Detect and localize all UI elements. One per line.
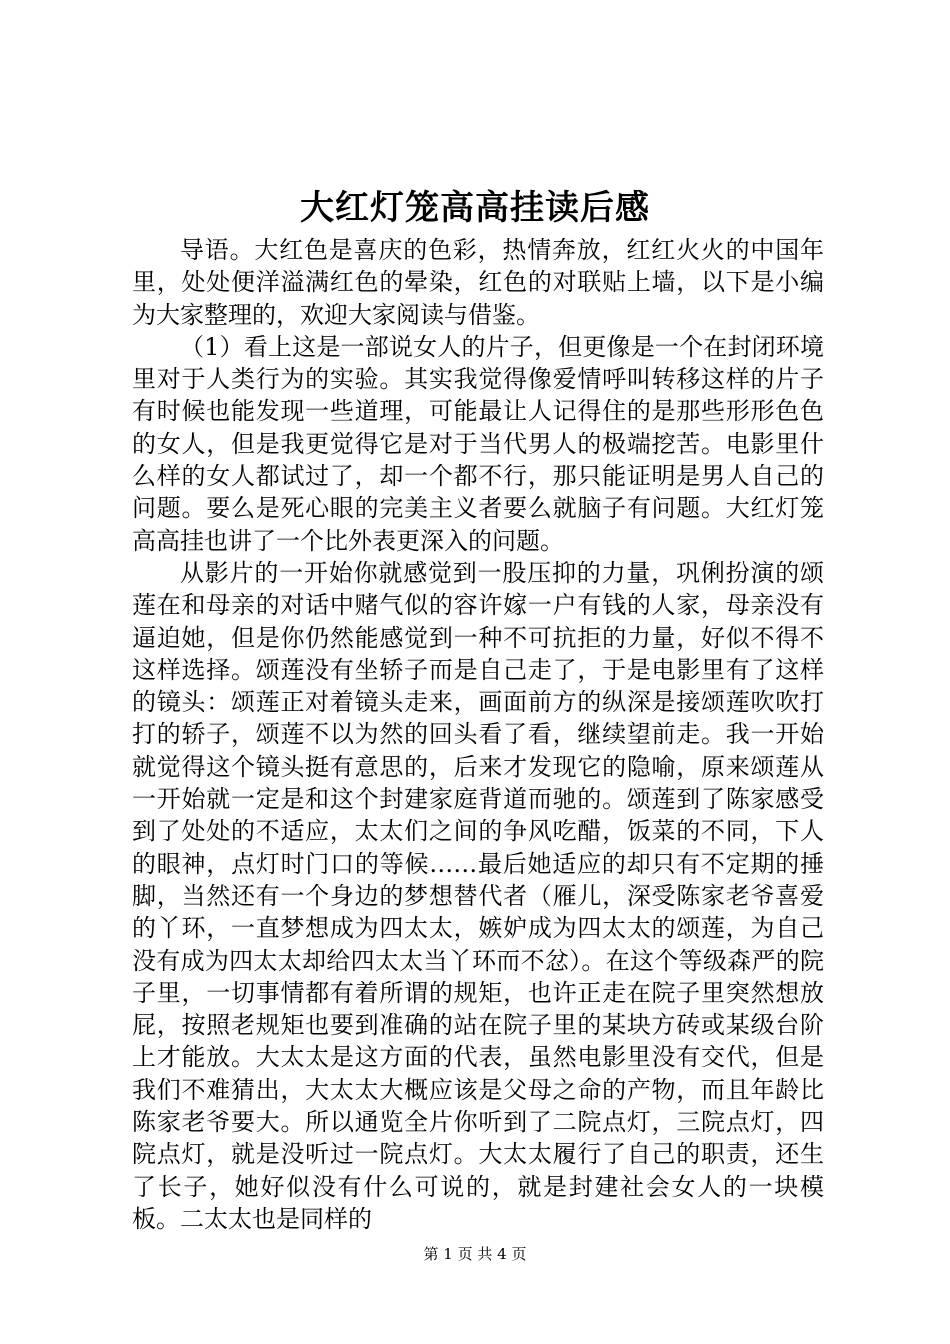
page-number-footer: 第 1 页 共 4 页 bbox=[423, 1245, 527, 1263]
document-title: 大红灯笼高高挂读后感 bbox=[300, 188, 650, 228]
paragraph-1: （1）看上这是一部说女人的片子，但更像是一个在封闭环境里对于人类行为的实验。其实我觉得像爱情呼叫转移这样的片子有时候也能发现一些道理，可能最让人记得住的是那些形形色色的女人，但是我更觉得它是对于当代男人的极端挖苦。电影里什么样的女人都试过了，却一个都不行，那只能证明是男人自己的问题。要么是死心眼的完美主义者要么就脑子有问题。大红灯笼高高挂也讲了一个比外表更深入的问题。 bbox=[132, 332, 824, 555]
paragraph-2: 从影片的一开始你就感觉到一股压抑的力量，巩俐扮演的颂莲在和母亲的对话中赌气似的容许嫁一户有钱的人家，母亲没有逼迫她，但是你仍然能感觉到一种不可抗拒的力量，好似不得不这样选择。颂莲没有坐轿子而是自己走了，于是电影里有了这样的镜头：颂莲正对着镜头走来，画面前方的纵深是接颂莲吹吹打打的轿子，颂莲不以为然的回头看了看，继续望前走。我一开始就觉得这个镜头挺有意思的，后来才发现它的隐喻，原来颂莲从一开始就一定是和这个封建家庭背道而驰的。颂莲到了陈家感受到了处处的不适应，太太们之间的争风吃醋，饭菜的不同，下人的眼神，点灯时门口的等候……最后她适应的却只有不定期的捶脚，当然还有一个身边的梦想替代者（雁儿，深受陈家老爷喜爱的丫环，一直梦想成为四太太，嫉妒成为四太太的颂莲，为自己没有成为四太太却给四太太当丫环而不忿）。在这个等级森严的院子里，一切事情都有着所谓的规矩，也许正走在院子里突然想放屁，按照老规矩也要到准确的站在院子里的某块方砖或某级台阶上才能放。大太太是这方面的代表，虽然电影里没有交代，但是我们不难猜出，大太太大概应该是父母之命的产物，而且年龄比陈家老爷要大。所以通览全片你听到了二院点灯，三院点灯，四院点灯，就是没听过一院点灯。大太太履行了自己的职责，还生了长子，她好似没有什么可说的，就是封建社会女人的一块模板。二太太也是同样的 bbox=[132, 558, 824, 1233]
paragraph-intro: 导语。大红色是喜庆的色彩，热情奔放，红红火火的中国年里，处处便洋溢满红色的晕染，红色的对联贴上墙，以下是小编为大家整理的，欢迎大家阅读与借鉴。 bbox=[132, 236, 824, 329]
document-body bbox=[132, 234, 824, 1235]
